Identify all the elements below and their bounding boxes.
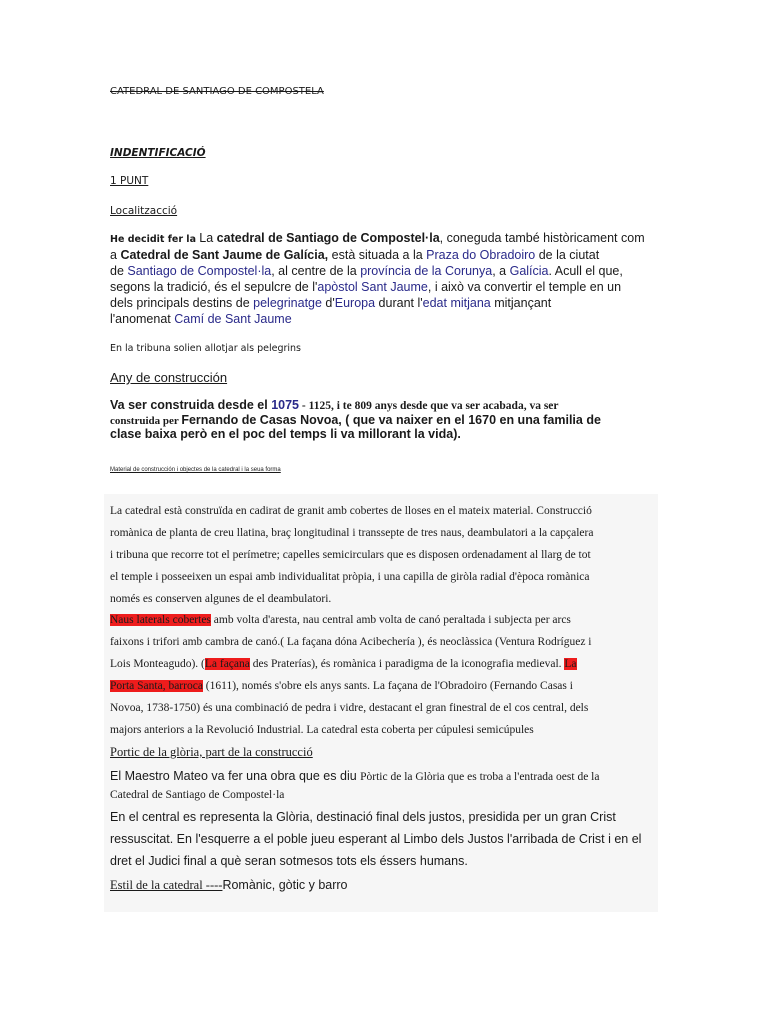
body-text: (1611), només s'obre els anys sants. La façana de l'Obradoiro (Fernando Casas i: [202, 680, 573, 692]
intro-line-3: [110, 264, 623, 278]
intro-line-4: [110, 280, 621, 294]
link-europa[interactable]: Europa: [334, 296, 376, 310]
body-line: Novoa, 1738-1750) és una combinació de pedra i vidre, destacant el gran finestral de el cos central, dels: [110, 702, 589, 714]
material-heading: Material de construcción i objectes de la catedral i la seua forma: [110, 467, 281, 473]
link-provincia-corunya[interactable]: província de la Corunya: [360, 264, 493, 278]
highlight-naus-laterals: Naus laterals cobertes: [110, 614, 211, 626]
localitzacio-label: Localitzacció: [110, 205, 178, 217]
body-line: majors anteriors a la Revolució Industrial. La catedral esta coberta per cúpulesi semicúpules: [110, 724, 534, 736]
link-edat-mitjana[interactable]: edat mitjana: [422, 296, 491, 310]
body-text: Pòrtic de la Glòria que es troba a l'entrada oest de la: [360, 771, 600, 783]
mateo-line-2: Catedral de Santiago de Compostel·la: [110, 789, 285, 801]
link-year-1075[interactable]: 1075: [271, 398, 299, 412]
body-line: [110, 680, 573, 692]
intro-text: segons la tradició, és el sepulcre de l': [110, 280, 318, 294]
body-line: [110, 658, 577, 670]
body-line: el temple i posseeixen un espai amb individualitat pròpia, i una capilla de giròla radial d'època romànica: [110, 571, 590, 583]
link-pelegrinatge[interactable]: pelegrinatge: [253, 296, 322, 310]
intro-text: l'anomenat: [110, 312, 175, 326]
intro-text: d': [321, 296, 335, 310]
any-heading: Any de construcción: [110, 370, 228, 385]
intro-text: , coneguda també històricament com: [439, 231, 645, 245]
body-line: faixons i trifori amb cambra de canó.( La façana dóna Acibechería ), és neoclàssica (Ventura Rodríguez i: [110, 636, 592, 648]
intro-text: . Acull el que,: [548, 264, 623, 278]
body-text: Lois Monteagudo). (: [110, 658, 205, 670]
intro-line-2: [110, 248, 599, 262]
tribuna-note: En la tribuna solien allotjar als pelegrins: [110, 343, 301, 354]
any-text: Fernando de Casas Novoa, ( que va naixer en el 1670 en una familia de: [181, 413, 601, 427]
intro-text: està situada a la: [328, 248, 427, 262]
central-line: ressuscitat. En l'esquerre a el poble jueu esperant al Limbo dels Justos l'arribada de Crist i en el: [110, 832, 642, 846]
intro-text: de: [110, 264, 128, 278]
intro-text: , a: [492, 264, 510, 278]
link-galicia[interactable]: Galícia: [509, 264, 549, 278]
estil-line: [110, 876, 348, 894]
any-text: construida per: [110, 415, 182, 427]
intro-text: , i això va convertir el temple en un: [427, 280, 622, 294]
intro-line-5: [110, 296, 551, 310]
body-line: i tribuna que recorre tot el perímetre; capelles semicirculars que es disposen ordenadament al llarg de tot: [110, 549, 591, 561]
any-line-3: clase baixa però en el poc del temps li va millorant la vida).: [110, 427, 461, 441]
link-santiago[interactable]: Santiago de Compostel·la: [127, 264, 272, 278]
any-text: - 1125, i te 809 anys desde que va ser acabada, va ser: [299, 400, 559, 412]
intro-text: dels principals destins de: [110, 296, 254, 310]
central-line: dret el Judici final a què seran sotmesos tots els éssers humans.: [110, 854, 468, 868]
intro-bold-name: catedral de Santiago de Compostel·la: [216, 231, 440, 245]
link-cami-sant-jaume[interactable]: Camí de Sant Jaume: [174, 312, 292, 326]
link-apostol-sant-jaume[interactable]: apòstol Sant Jaume: [317, 280, 428, 294]
body-text: amb volta d'aresta, nau central amb volta de canó peraltada i subjecta per arcs: [210, 614, 571, 626]
highlight-porta-santa: Porta Santa, barroca: [110, 680, 203, 692]
intro-text: de la ciutat: [535, 248, 600, 262]
intro-text: durant l': [375, 296, 423, 310]
link-praza-do-obradoiro[interactable]: Praza do Obradoiro: [426, 248, 536, 262]
highlight-la: La: [564, 658, 577, 670]
punt-label: 1 PUNT: [110, 175, 149, 187]
intro-line-1: [110, 231, 645, 245]
body-line: romànica de planta de creu llatina, braç longitudinal i transsepte de tres naus, deambulatori a la capçalera: [110, 527, 594, 539]
portic-heading: Portic de la glòria, part de la construcció: [110, 745, 313, 759]
estil-label: Estil de la catedral ----: [110, 878, 223, 892]
mateo-line-1: [110, 767, 599, 785]
document-title: CATEDRAL DE SANTIAGO DE COMPOSTELA: [110, 86, 324, 97]
any-text: Va ser construida desde el: [110, 398, 272, 412]
body-line: [110, 614, 571, 626]
intro-prefix: He decidit fer la: [110, 234, 200, 245]
intro-text: mitjançant: [490, 296, 552, 310]
intro-bold-name: Catedral de Sant Jaume de Galícia,: [120, 248, 329, 262]
central-line: En el central es representa la Glòria, destinació final dels justos, presidida per un gran Crist: [110, 810, 616, 824]
intro-text: a: [110, 248, 121, 262]
intro-text: , al centre de la: [271, 264, 361, 278]
section-heading: INDENTIFICACIÓ: [110, 147, 206, 159]
body-line: només es conserven algunes de el deambulatori.: [110, 593, 332, 605]
intro-line-6: [110, 312, 292, 326]
body-line: La catedral està construïda en cadirat de granit amb cobertes de lloses en el mateix material. Construcció: [110, 505, 592, 517]
body-text: El Maestro Mateo va fer una obra que es diu: [110, 769, 361, 783]
highlight-la-facana: La façana: [204, 658, 250, 670]
estil-value: Romànic, gòtic y barro: [222, 878, 348, 892]
body-text: des Praterías), és romànica i paradigma de la iconografia medieval.: [249, 658, 565, 670]
intro-text: La: [199, 231, 217, 245]
